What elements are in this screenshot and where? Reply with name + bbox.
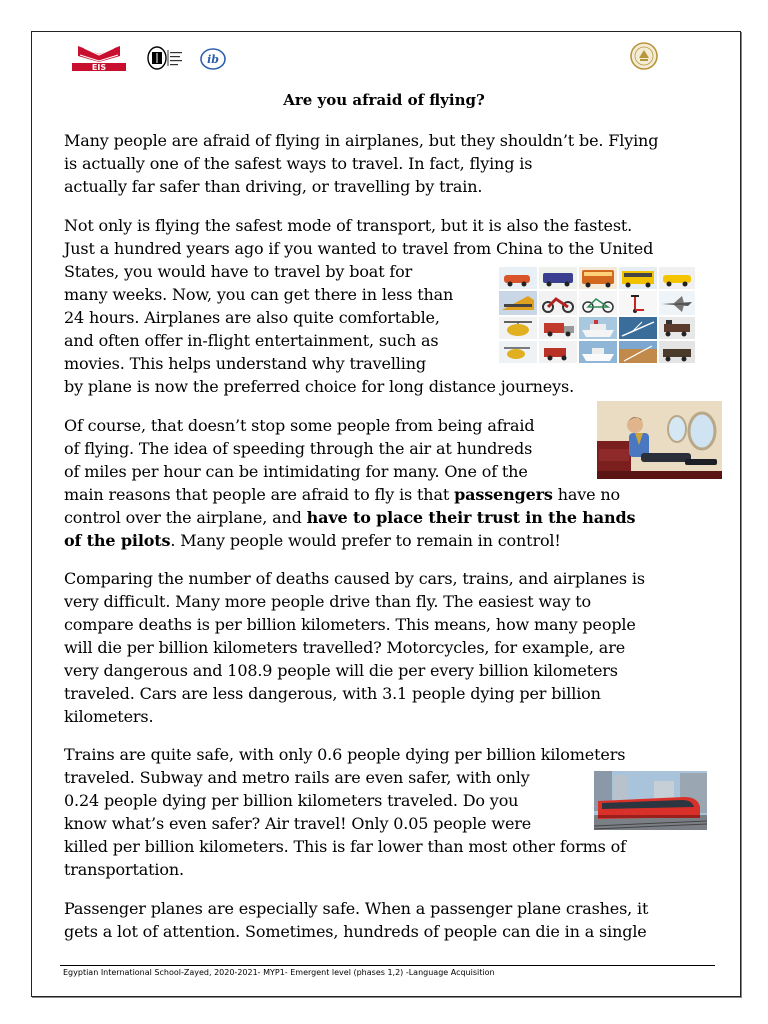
paragraph-3-bold-text: have to place their trust in the hands (306, 508, 636, 527)
paragraph-3-line (64, 485, 620, 505)
eis-logo-text: EIS (91, 63, 107, 72)
footer-divider (60, 965, 715, 966)
passenger-on-plane-image (597, 401, 722, 479)
paragraph-4-line: will die per billion kilometers travelled? Motorcycles, for example, are (64, 638, 626, 657)
paragraph-4-line: very dangerous and 108.9 people will die per every billion kilometers (64, 661, 618, 680)
paragraph-1-line: Many people are afraid of flying in airplanes, but they shouldn’t be. Flying (64, 131, 659, 150)
paragraph-2-line: Not only is flying the safest mode of transport, but it is also the fastest. (64, 216, 633, 235)
paragraph-2-line: many weeks. Now, you can get there in less than (64, 285, 454, 304)
footer-text: Egyptian International School-Zayed, 2020-2021- MYP1- Emergent level (phases 1,2) -Language Acquisition (63, 968, 495, 977)
paragraph-5-line: transportation. (64, 860, 184, 879)
paragraph-2-line: by plane is now the preferred choice for long distance journeys. (64, 377, 575, 396)
page-title: Are you afraid of flying? (283, 91, 485, 109)
paragraph-4-line: very difficult. Many more people drive than fly. The easiest way to (64, 592, 592, 611)
paragraph-3-line (64, 508, 635, 528)
paragraph-3-bold-text: passengers (454, 485, 553, 504)
eis-logo (70, 42, 128, 72)
paragraph-2-line: States, you would have to travel by boat for (64, 262, 413, 281)
paragraph-5-line: know what’s even safer? Air travel! Only 0.05 people were (64, 814, 532, 833)
paragraph-3-text: main reasons that people are afraid to fly is that (64, 485, 455, 504)
ib-logo-text: ib (207, 53, 219, 66)
cambridge-logo (146, 44, 186, 72)
paragraph-6-line: Passenger planes are especially safe. When a passenger plane crashes, it (64, 899, 649, 918)
paragraph-3-line (64, 531, 561, 551)
paragraph-5-line: 0.24 people dying per billion kilometers traveled. Do you (64, 791, 519, 810)
paragraph-5-line: traveled. Subway and metro rails are even safer, with only (64, 768, 530, 787)
paragraph-4-line: Comparing the number of deaths caused by cars, trains, and airplanes is (64, 569, 645, 588)
paragraph-2-line: and often offer in-flight entertainment, such as (64, 331, 439, 350)
paragraph-6-line: gets a lot of attention. Sometimes, hundreds of people can die in a single (64, 922, 647, 941)
paragraph-3-bold-text: of the pilots (64, 531, 171, 550)
paragraph-4-line: kilometers. (64, 707, 154, 726)
transport-modes-image (498, 266, 696, 364)
ib-logo (199, 47, 227, 71)
paragraph-3-line: Of course, that doesn’t stop some people from being afraid (64, 416, 535, 435)
paragraph-5-line: killed per billion kilometers. This is far lower than most other forms of (64, 837, 626, 856)
paragraph-3-line: of flying. The idea of speeding through the air at hundreds (64, 439, 533, 458)
paragraph-3-text: . Many people would prefer to remain in control! (170, 531, 561, 550)
paragraph-2-line: Just a hundred years ago if you wanted to travel from China to the United (64, 239, 654, 258)
paragraph-2-line: movies. This helps understand why travelling (64, 354, 426, 373)
paragraph-4-line: traveled. Cars are less dangerous, with 3.1 people dying per billion (64, 684, 601, 703)
paragraph-5-line: Trains are quite safe, with only 0.6 people dying per billion kilometers (64, 745, 626, 764)
ministry-seal-logo (627, 41, 661, 71)
paragraph-3-text: control over the airplane, and (64, 508, 307, 527)
paragraph-1-line: actually far safer than driving, or travelling by train. (64, 177, 483, 196)
paragraph-3-text: have no (552, 485, 621, 504)
paragraph-3-line: of miles per hour can be intimidating for many. One of the (64, 462, 528, 481)
paragraph-2-line: 24 hours. Airplanes are also quite comfortable, (64, 308, 440, 327)
paragraph-4-line: compare deaths is per billion kilometers. This means, how many people (64, 615, 636, 634)
paragraph-1-line: is actually one of the safest ways to travel. In fact, flying is (64, 154, 533, 173)
metro-tram-image (594, 771, 707, 830)
